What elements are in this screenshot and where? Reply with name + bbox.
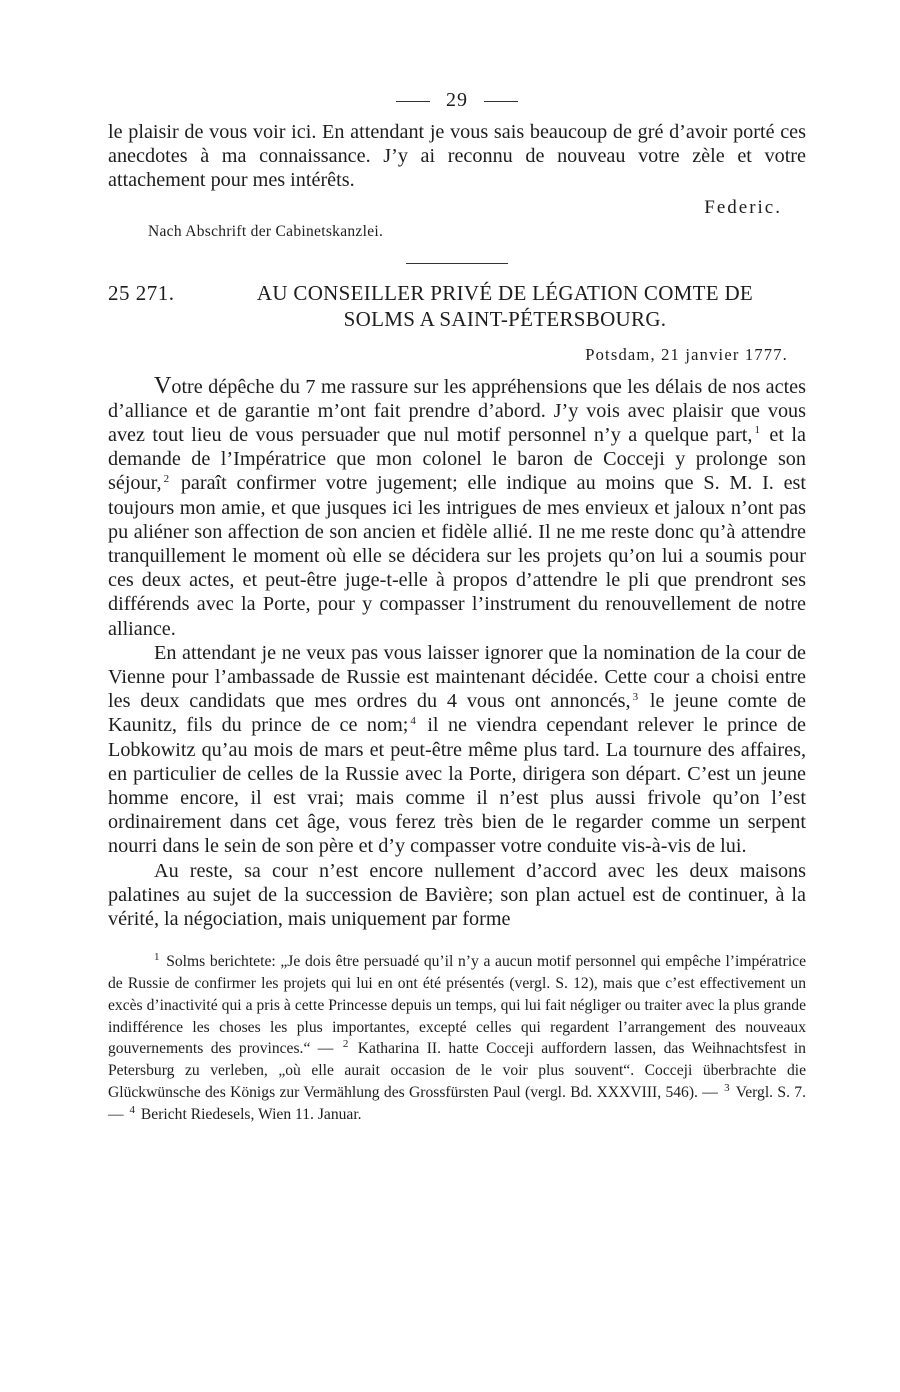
footnote-text-1: Solms berichtete: „Je dois être persuadé qu’il n’y a aucun motif personnel qui empêche l’impératrice de Russie de confirmer les projets qui lui en ont été présentés (vergl. S. 12), mais que c’est effectivement un excès d’inactivité qui a pris à cette Princesse depuis un temps, qui lui fait négliger ou traiter avec la plus grande indifférence les choses les plus importantes, excepté celles qui regardent l’arrangement des nouveaux gouvernements des provinces.“ — — [108, 953, 806, 1058]
section-divider — [406, 263, 508, 264]
header-dash-right — [484, 101, 518, 102]
paragraph-3: Au reste, sa cour n’est encore nullement d’accord avec les deux maisons palatines au sujet de la succession de Bavière; son plan actuel est de continuer, à la vérité, la négociation, mais uniquement par forme — [108, 859, 806, 931]
continuation-paragraph: le plaisir de vous voir ici. En attendant je vous sais beaucoup de gré d’avoir porté ces anecdotes à ma connaissance. J’y ai reconnu de nouveau votre zèle et votre attachement pour mes intérêts. — [108, 121, 806, 192]
paragraph-1-part-c: paraît confirmer votre jugement; elle indique au moins que S. M. I. est toujours mon amie, et que jusques ici les intrigues de mes envieux et jaloux n’ont pas pu aliéner son affection de son ancien et fidèle allié. Il ne me reste donc qu’à attendre tranquillement le moment où elle se décidera sur les projets qu’on lui a soumis pour ces deux actes, et peut-être juge-t-elle à propos d’attendre le pli que prendront ses différends avec la Porte, pour y compasser l’instrument du renouvellement de notre alliance. — [108, 472, 807, 640]
footnotes — [108, 951, 806, 1125]
document-page — [108, 86, 806, 1126]
paragraph-1 — [108, 374, 806, 641]
paragraph-2-part-c: il ne viendra cependant relever le prince de Lobkowitz qu’au mois de mars et peut-être même plus tard. La tournure des affaires, en particulier de celles de la Russie avec la Porte, dirigera son départ. C’est un jeune homme encore, il est vrai; mais comme il n’est plus aussi frivole qu’on l’est ordinairement dans cet âge, vous ferez très bien de le regarder comme un serpent nourri dans le sein de son père et d’y compasser votre conduite vis-à-vis de lui. — [108, 714, 806, 858]
paragraph-1-part-a: otre dépêche du 7 me rassure sur les appréhensions que les délais de nos actes d’alliance et de garantie m’ont fait prendre d’abord. J’y vois avec plaisir que vous avez tout lieu de vous persuader que nul motif personnel n’y a quelque part, — [108, 375, 806, 447]
footnote-text-4: Bericht Riedesels, Wien 11. Januar. — [140, 1105, 362, 1123]
footnote-ref-4[interactable]: 4 — [410, 714, 416, 727]
footnote-ref-2[interactable]: 2 — [163, 472, 170, 485]
footnote-ref-1[interactable]: 1 — [754, 424, 760, 437]
signature: Federic. — [704, 196, 782, 218]
letter-number: 25 271. — [108, 280, 175, 305]
paragraph-2 — [108, 641, 806, 859]
dateline: Potsdam, 21 janvier 1777. — [585, 344, 788, 364]
initial-letter: V — [154, 372, 172, 399]
letter-title-line-1: AU CONSEILLER PRIVÉ DE LÉGATION COMTE DE — [256, 280, 754, 305]
paragraph-1-part-b: et la demande de l’Impératrice que mon colonel le baron de Cocceji y prolonge son séjour, — [108, 424, 807, 495]
letter-heading — [108, 280, 806, 332]
page-number: 29 — [446, 89, 468, 111]
letter-title-line-2: SOLMS A SAINT-PÉTERSBOURG. — [343, 306, 667, 331]
previous-letter-ending — [108, 120, 806, 193]
footnote-block — [108, 951, 806, 1125]
paragraph-2-part-b: le jeune comte de Kaunitz, fils du prince de ce nom; — [108, 690, 807, 737]
footnote-text-3: Vergl. S. 7. — — [108, 1084, 806, 1123]
letter-body — [108, 374, 806, 932]
footnote-mark-3: 3 — [724, 1081, 730, 1094]
footnote-ref-3[interactable]: 3 — [632, 690, 639, 703]
paragraph-2-part-a: En attendant je ne veux pas vous laisser ignorer que la nomination de la cour de Vienne pour l’ambassade de Russie est maintenant décidée. Cette cour a choisi entre les deux candidats que mes ordres du 4 vous ont annoncés, — [108, 641, 806, 713]
footnote-mark-1: 1 — [154, 951, 160, 964]
footnote-mark-4: 4 — [129, 1103, 135, 1116]
page-header — [108, 86, 806, 120]
header-dash-left — [396, 101, 430, 102]
source-note: Nach Abschrift der Cabinetskanzlei. — [148, 222, 384, 240]
footnote-mark-2: 2 — [342, 1038, 349, 1051]
footnote-text-2: Katharina II. hatte Cocceji auffordern lassen, das Weihnachtsfest in Petersburg zu verleben, „où elle aurait occasion de le voir plus souvent“. Cocceji überbrachte die Glückwünsche des Königs zur Vermählung des Grossfürsten Paul (vergl. Bd. XXXVIII, 546). — — [108, 1040, 806, 1102]
letter-title — [204, 280, 806, 332]
